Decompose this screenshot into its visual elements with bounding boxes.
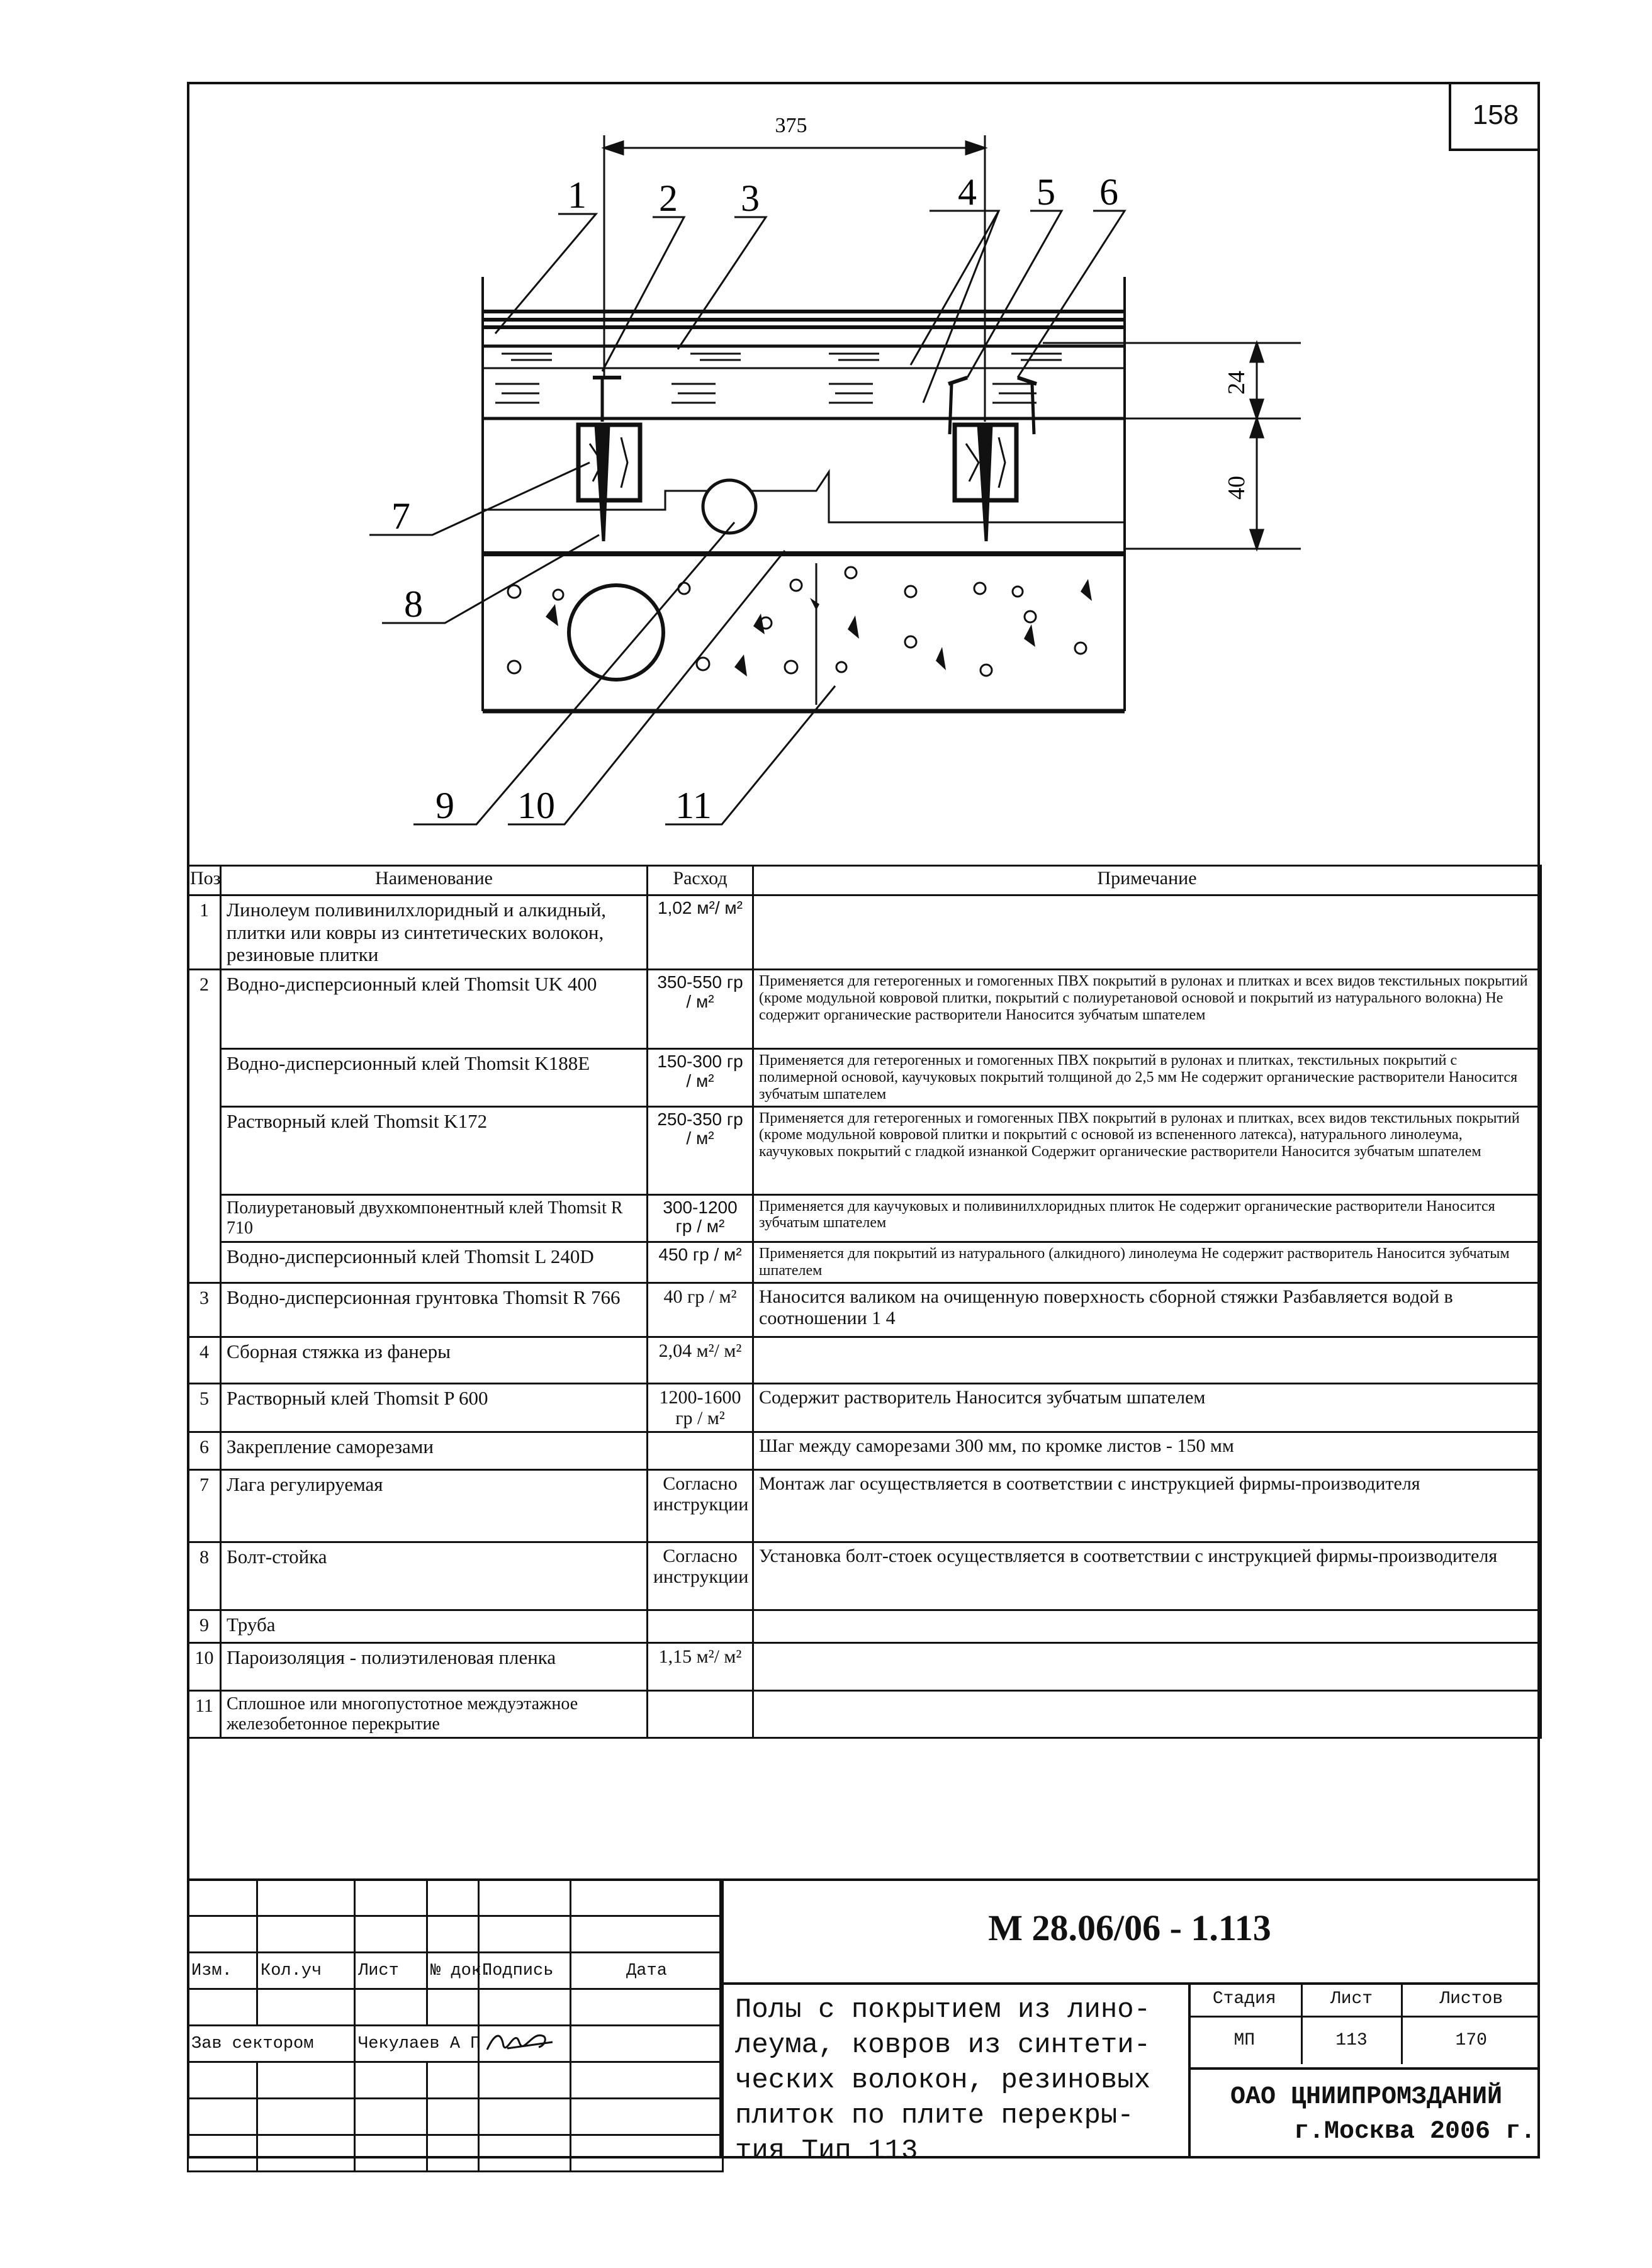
- sheet-number: 158: [1449, 82, 1540, 151]
- row-name: Водно-дисперсионный клей Thomsit UK 400: [221, 969, 648, 1048]
- row-consumption: [648, 1610, 753, 1642]
- table-row: [188, 1242, 1541, 1283]
- signature-mark: [482, 2027, 558, 2055]
- row-consumption: 1200-1600 гр / м²: [648, 1383, 753, 1432]
- city-year: г.Москва 2006 г.: [1293, 2118, 1536, 2146]
- table-row: [188, 1469, 1541, 1542]
- row-name: Линолеум поливинилхлоридный и алкидный, плитки или ковры из синтетических волокон, резиновые плитки: [221, 895, 648, 970]
- callout-6: 6: [1099, 171, 1118, 213]
- dimension-375: 375: [775, 114, 807, 137]
- row-pos: [188, 1106, 221, 1194]
- approver-signature: [479, 2026, 571, 2062]
- row-name: Водно-дисперсионный клей Thomsit K188E: [221, 1048, 648, 1106]
- table-row: [188, 1690, 1541, 1737]
- col-kol: Кол.уч: [257, 1953, 355, 1989]
- title-line: Полы с покрытием из лино-: [735, 1994, 1151, 2026]
- row-consumption: 2,04 м²/ м²: [648, 1337, 753, 1383]
- row-consumption: 1,02 м²/ м²: [648, 895, 753, 970]
- title-line: тия Тип 113: [735, 2135, 918, 2167]
- table-row: [188, 1048, 1541, 1106]
- row-consumption: Согласно инструкции: [648, 1542, 753, 1610]
- stage-label: Стадия: [1188, 1982, 1301, 2016]
- organization-name: ОАО ЦНИИПРОМЗДАНИЙ: [1230, 2083, 1503, 2111]
- callout-2: 2: [659, 177, 678, 219]
- row-name: Закрепление саморезами: [221, 1432, 648, 1469]
- callout-1: 1: [568, 174, 587, 216]
- col-ndoc: № док.: [427, 1953, 479, 1989]
- row-pos: 5: [188, 1383, 221, 1432]
- dimension-24: 24: [1223, 371, 1250, 395]
- row-pos: 10: [188, 1642, 221, 1690]
- row-note: Применяется для гетерогенных и гомогенных ПВХ покрытий в рулонах и плитках, текстильных покрытий с полимерной основой, каучуковых покрытий толщиной до 2,5 мм Не содержит органические растворители Наносится зубчатым шпателем: [753, 1048, 1541, 1106]
- row-note: Применяется для гетерогенных и гомогенных ПВХ покрытий в рулонах и плитках и всех видов текстильных покрытий (кроме модульной ковровой плитки, покрытий с полиуретановой основой и покрытий из натурального волокна) Не содержит органические растворители Наносится зубчатым шпателем: [753, 969, 1541, 1048]
- row-consumption: [648, 1432, 753, 1469]
- callout-5: 5: [1037, 171, 1055, 213]
- row-pos: 1: [188, 895, 221, 970]
- row-consumption: 250-350 гр / м²: [648, 1106, 753, 1194]
- title-line: леума, ковров из синтети-: [735, 2029, 1151, 2061]
- row-name: Пароизоляция - полиэтиленовая пленка: [221, 1642, 648, 1690]
- row-name: Водно-дисперсионный клей Thomsit L 240D: [221, 1242, 648, 1283]
- approver-role: Зав сектором: [188, 2026, 355, 2062]
- row-pos: [188, 1242, 221, 1283]
- row-note: Применяется для покрытий из натурального (алкидного) линолеума Не содержит растворитель Наносится зубчатым шпателем: [753, 1242, 1541, 1283]
- table-row: [188, 1610, 1541, 1642]
- sheet-value: 113: [1301, 2016, 1402, 2064]
- sheet-label: Лист: [1301, 1982, 1402, 2016]
- row-pos: 2: [188, 969, 221, 1048]
- row-name: Труба: [221, 1610, 648, 1642]
- callout-3: 3: [741, 177, 760, 219]
- table-header-row: [188, 866, 1541, 895]
- revision-grid: [187, 1878, 724, 2172]
- row-pos: 8: [188, 1542, 221, 1610]
- table-row: [188, 1283, 1541, 1337]
- header-name: Наименование: [221, 866, 648, 895]
- row-pos: [188, 1194, 221, 1242]
- row-pos: 11: [188, 1690, 221, 1737]
- sheets-label: Листов: [1402, 1982, 1540, 2016]
- title-block-org-line: [1188, 2067, 1540, 2070]
- row-name: Водно-дисперсионная грунтовка Thomsit R 766: [221, 1283, 648, 1337]
- row-note: [753, 1642, 1541, 1690]
- row-consumption: Согласно инструкции: [648, 1469, 753, 1542]
- table-row: [188, 1337, 1541, 1383]
- header-consumption: Расход: [648, 866, 753, 895]
- callout-7: 7: [391, 495, 410, 537]
- row-pos: 7: [188, 1469, 221, 1542]
- callout-11: 11: [675, 785, 712, 826]
- col-izm: Изм.: [188, 1953, 257, 1989]
- row-consumption: 450 гр / м²: [648, 1242, 753, 1283]
- row-note: [753, 1690, 1541, 1737]
- dimension-40: 40: [1223, 476, 1250, 500]
- row-note: Монтаж лаг осуществляется в соответствии с инструкцией фирмы-производителя: [753, 1469, 1541, 1542]
- row-name: Болт-стойка: [221, 1542, 648, 1610]
- row-note: [753, 1610, 1541, 1642]
- row-name: Лага регулируемая: [221, 1469, 648, 1542]
- stage-value: МП: [1188, 2016, 1301, 2064]
- callout-4: 4: [958, 171, 977, 213]
- callout-10: 10: [517, 785, 555, 826]
- sheets-value: 170: [1455, 2031, 1487, 2051]
- row-consumption: 300-1200 гр / м²: [648, 1194, 753, 1242]
- revision-header-row: [188, 1953, 723, 1989]
- row-name: Растворный клей Thomsit P 600: [221, 1383, 648, 1432]
- specification-table: [187, 865, 1542, 1739]
- callout-9: 9: [435, 785, 454, 826]
- row-note: Содержит растворитель Наносится зубчатым шпателем: [753, 1383, 1541, 1432]
- row-consumption: 40 гр / м²: [648, 1283, 753, 1337]
- callout-8: 8: [404, 583, 423, 625]
- table-row: [188, 1542, 1541, 1610]
- row-pos: [188, 1048, 221, 1106]
- approver-name: Чекулаев А П: [355, 2026, 479, 2062]
- row-note: Применяется для гетерогенных и гомогенных ПВХ покрытий в рулонах и плитках, всех видов текстильных покрытий (кроме модульной ковровой плитки и покрытий с основой из вспененного латекса), натурального линолеума, каучуковых покрытий с гладкой изнанкой Содержит органические растворители Наносится зубчатым шпателем: [753, 1106, 1541, 1194]
- row-pos: 3: [188, 1283, 221, 1337]
- row-pos: 6: [188, 1432, 221, 1469]
- stage-table: [1188, 1982, 1540, 2064]
- table-row: [188, 1432, 1541, 1469]
- row-name: Растворный клей Thomsit K172: [221, 1106, 648, 1194]
- table-row: [188, 895, 1541, 970]
- table-row: [188, 1642, 1541, 1690]
- table-row: [188, 969, 1541, 1048]
- approver-row: [188, 2026, 723, 2062]
- header-pos: Поз: [188, 866, 221, 895]
- row-name: Сплошное или многопустотное междуэтажное железобетонное перекрытие: [221, 1690, 648, 1737]
- row-name: Полиуретановый двухкомпонентный клей Thomsit R 710: [221, 1194, 648, 1242]
- col-sign: Подпись: [479, 1953, 571, 1989]
- row-consumption: [648, 1690, 753, 1737]
- document-code: М 28.06/06 - 1.113: [988, 1907, 1271, 1948]
- row-note: Установка болт-стоек осуществляется в соответствии с инструкцией фирмы-производителя: [753, 1542, 1541, 1610]
- table-row: [188, 1383, 1541, 1432]
- title-line: ческих волокон, резиновых: [735, 2065, 1151, 2096]
- col-date: Дата: [571, 1953, 723, 1989]
- table-row: [188, 1194, 1541, 1242]
- title-line: плиток по плите перекры-: [735, 2100, 1134, 2131]
- header-note: Примечание: [753, 866, 1541, 895]
- row-consumption: 350-550 гр / м²: [648, 969, 753, 1048]
- row-note: [753, 1337, 1541, 1383]
- row-consumption: 1,15 м²/ м²: [648, 1642, 753, 1690]
- floor-section-drawing: [187, 82, 1540, 865]
- row-note: Шаг между саморезами 300 мм, по кромке листов - 150 мм: [753, 1432, 1541, 1469]
- row-note: [753, 895, 1541, 970]
- col-list: Лист: [355, 1953, 427, 1989]
- row-pos: 9: [188, 1610, 221, 1642]
- row-pos: 4: [188, 1337, 221, 1383]
- row-note: Применяется для каучуковых и поливинилхлоридных плиток Не содержит органические растворители Наносится зубчатым шпателем: [753, 1194, 1541, 1242]
- row-name: Сборная стяжка из фанеры: [221, 1337, 648, 1383]
- drawing-title: [735, 1992, 1188, 2169]
- row-note: Наносится валиком на очищенную поверхность сборной стяжки Разбавляется водой в соотношении 1 4: [753, 1283, 1541, 1337]
- row-consumption: 150-300 гр / м²: [648, 1048, 753, 1106]
- table-row: [188, 1106, 1541, 1194]
